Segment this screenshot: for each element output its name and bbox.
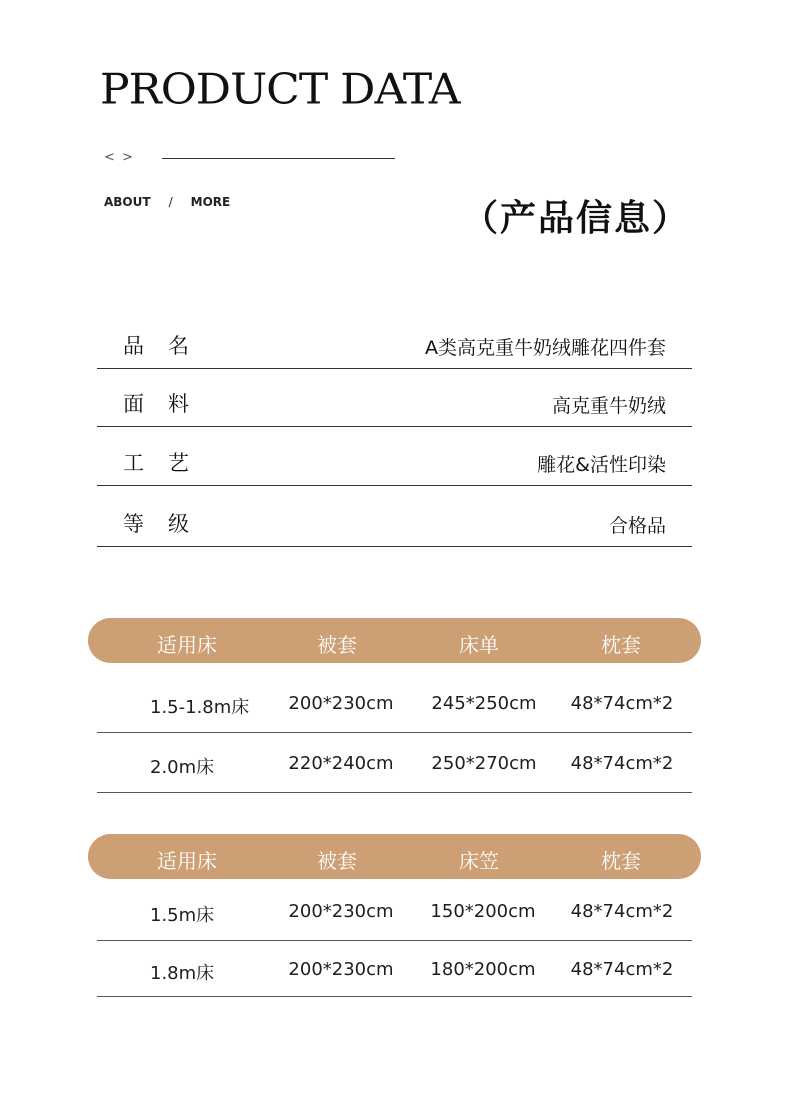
table-cell: 200*230cm <box>288 901 394 922</box>
table-cell: 1.8m床 <box>150 963 215 984</box>
table-row <box>97 673 692 733</box>
info-row-fabric <box>97 369 692 427</box>
table-cell: 2.0m床 <box>150 757 215 778</box>
header-cell: 适用床 <box>157 849 217 873</box>
breadcrumb-separator: / <box>168 195 173 209</box>
table-cell: 48*74cm*2 <box>570 753 674 774</box>
info-value: 高克重牛奶绒 <box>551 395 666 417</box>
header-cell: 被套 <box>317 633 357 657</box>
info-row-name <box>97 312 692 369</box>
info-value: 合格品 <box>608 515 666 537</box>
divider-line <box>162 158 395 159</box>
table-cell: 250*270cm <box>431 753 537 774</box>
chevron-left-icon[interactable]: < <box>104 150 115 165</box>
table-cell: 245*250cm <box>431 693 537 714</box>
table-cell: 48*74cm*2 <box>570 959 674 980</box>
carousel-nav <box>104 150 140 165</box>
table-row <box>97 880 692 941</box>
table-cell: 180*200cm <box>430 959 536 980</box>
table-cell: 1.5m床 <box>150 905 215 926</box>
info-label: 等级 <box>123 512 213 536</box>
info-row-grade <box>97 486 692 547</box>
table-cell: 1.5-1.8m床 <box>150 697 250 718</box>
table-cell: 150*200cm <box>430 901 536 922</box>
chevron-right-icon[interactable]: > <box>122 150 133 165</box>
info-label: 工艺 <box>123 451 213 475</box>
header-cell: 枕套 <box>601 849 641 873</box>
table-cell: 220*240cm <box>288 753 394 774</box>
info-value: 雕花&活性印染 <box>537 454 666 476</box>
table-cell: 200*230cm <box>288 693 394 714</box>
about-link[interactable]: ABOUT <box>104 195 151 209</box>
header-cell: 床单 <box>459 633 499 657</box>
table-row <box>97 733 692 793</box>
header-cell: 枕套 <box>601 633 641 657</box>
info-label: 品名 <box>123 334 213 358</box>
table-header <box>88 834 701 879</box>
table-cell: 200*230cm <box>288 959 394 980</box>
info-label: 面料 <box>123 392 213 416</box>
more-link[interactable]: MORE <box>190 195 231 209</box>
header-cell: 床笠 <box>459 849 499 873</box>
table-row <box>97 941 692 997</box>
table-cell: 48*74cm*2 <box>570 901 674 922</box>
info-value: A类高克重牛奶绒雕花四件套 <box>425 337 666 359</box>
table-cell: 48*74cm*2 <box>570 693 674 714</box>
table-header <box>88 618 701 663</box>
info-row-craft <box>97 427 692 486</box>
page-title: PRODUCT DATA <box>100 64 460 114</box>
header-cell: 被套 <box>317 849 357 873</box>
breadcrumb <box>104 195 230 209</box>
header-cell: 适用床 <box>157 633 217 657</box>
section-heading-cn: （产品信息） <box>461 198 690 239</box>
product-info-list <box>97 312 692 547</box>
